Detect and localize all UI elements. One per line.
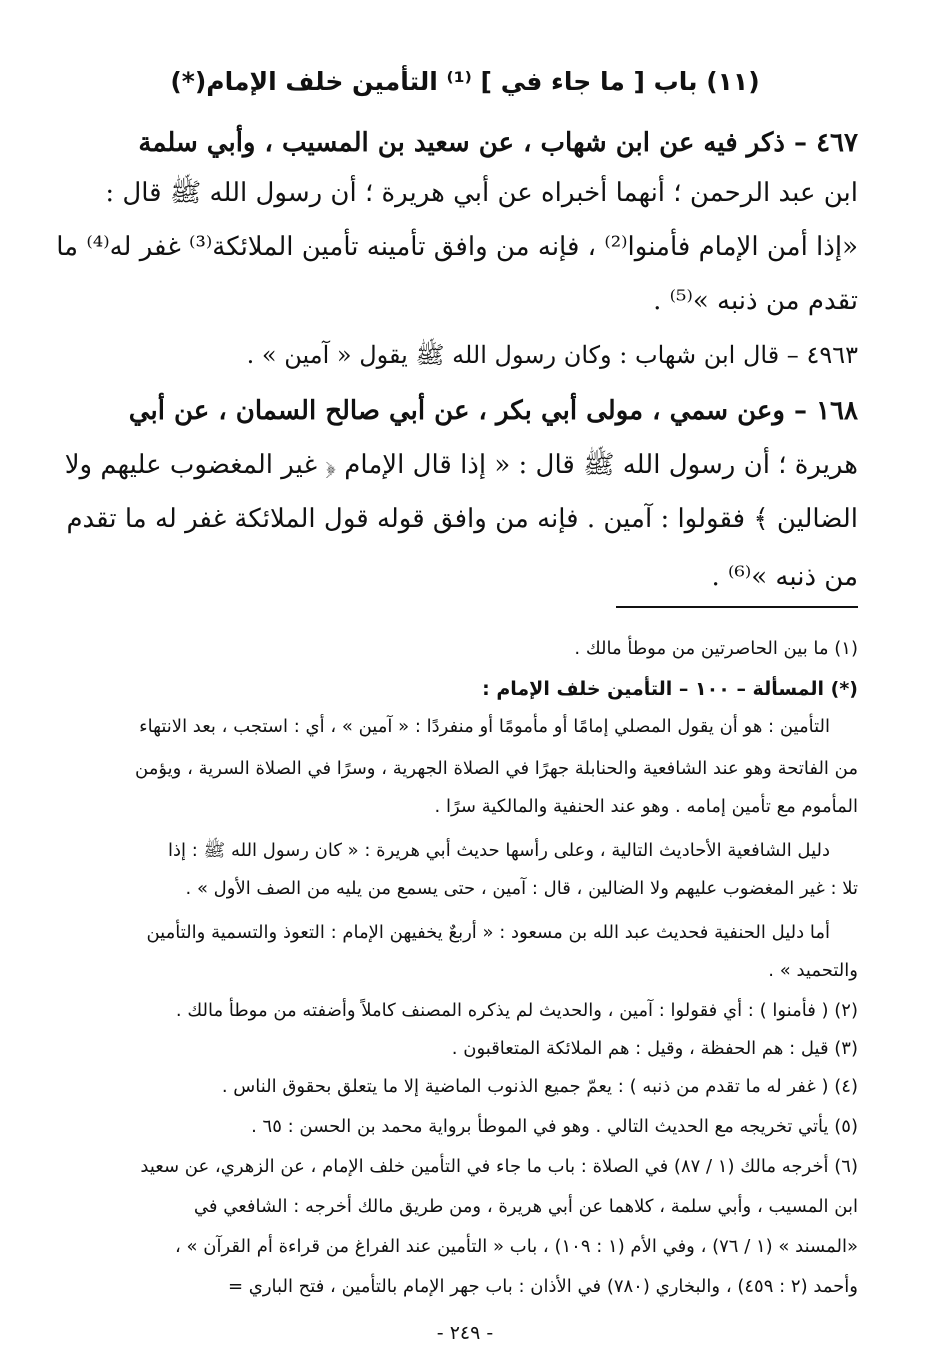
footnote-2: (٢) ( فأمنوا ) : أي فقولوا : آمين ، والحديث لم يذكره المصنف كاملاً وأضفته من موطأ مالك . [175,1000,858,1021]
hadith-4963-line: ٤٩٦٣ – قال ابن شهاب : وكان رسول الله ﷺ يقول « آمين » . [246,341,858,369]
footnote-line: ابن المسيب ، وأبي سلمة ، كلاهما عن أبي هريرة ، ومن طريق مالك أخرجه : الشافعي في [193,1196,858,1217]
footnote-4: (٤) ( غفر له ما تقدم من ذنبه ) : يعمّ جميع الذنوب الماضية إلا ما يتعلق بحقوق الناس . [221,1076,858,1097]
footnote-line: التأمين : هو أن يقول المصلي إمامًا أو مأمومًا أو منفردًا : « آمين » ، أي : استجب ، بعد الانتهاء [139,716,830,737]
hadith-168-line: ١٦٨ – وعن سمي ، مولى أبي بكر ، عن أبي صالح السمان ، عن أبي [128,396,858,426]
footnote-6: (٦) أخرجه مالك (١ / ٨٧) في الصلاة : باب ما جاء في التأمين خلف الإمام ، عن الزهري، عن سعيد [140,1156,858,1177]
footnote-line: أما دليل الحنفية فحديث عبد الله بن مسعود : « أربعٌ يخفيهن الإمام : التعوذ والتسمية والتأمين [146,922,830,943]
main-text-line: ابن عبد الرحمن ؛ أنهما أخبراه عن أبي هريرة ؛ أن رسول الله ﷺ قال : [105,178,858,208]
footnote-line: من الفاتحة وهو عند الشافعية والحنابلة جهرًا في الصلاة الجهرية ، وسرًا في الصلاة السرية ، ويؤمن [135,758,858,779]
footnote-separator [616,606,858,608]
footnote-3: (٣) قيل : هم الحفظة ، وقيل : هم الملائكة المتعاقبون . [451,1038,858,1059]
footnote-line: تلا : غير المغضوب عليهم ولا الضالين ، قال : آمين ، حتى يسمع من يليه من الصف الأول » . [185,878,858,899]
hadith-467-line: ٤٦٧ – ذكر فيه عن ابن شهاب ، عن سعيد بن المسيب ، وأبي سلمة [138,128,858,158]
footnote-line: المأموم مع تأمين إمامه . وهو عند الحنفية والمالكية سرًا . [434,796,858,817]
main-text-line: من ذنبه »⁽⁶⁾ . [711,562,858,592]
main-text-line: الضالين ﴾ فقولوا : آمين . فإنه من وافق قوله قول الملائكة غفر له ما تقدم [66,504,858,534]
main-text-line: هريرة ؛ أن رسول الله ﷺ قال : « إذا قال الإمام ﴿ غير المغضوب عليهم ولا [64,450,858,480]
footnote-5: (٥) يأتي تخريجه مع الحديث التالي . وهو في الموطأ برواية محمد بن الحسن : ٦٥ . [251,1116,858,1137]
footnote-issue-heading: (*) المسألة – ١٠٠ – التأمين خلف الإمام : [482,678,858,700]
main-text-line: تقدم من ذنبه »⁽⁵⁾ . [653,286,858,316]
footnote-line: دليل الشافعية الأحاديث التالية ، وعلى رأسها حديث أبي هريرة : « كان رسول الله ﷺ : إذا [167,840,830,861]
main-text-line: «إذا أمن الإمام فأمنوا⁽²⁾ ، فإنه من وافق تأمينه تأمين الملائكة⁽³⁾ غفر له⁽⁴⁾ ما [56,232,858,262]
chapter-heading: (١١) باب [ ما جاء في ] ⁽¹⁾ التأمين خلف الإمام(*) [170,67,760,96]
footnote-line: والتحميد » . [768,960,858,981]
page-number: - ٢٤٩ - [436,1322,494,1344]
footnote-line: «المسند » (١ / ٧٦) ، وفي الأم (١ : ١٠٩) ، باب « التأمين عند الفراغ من قراءة أم القرآن » ، [174,1236,858,1257]
footnote-1: (١) ما بين الحاصرتين من موطأ مالك . [574,638,858,659]
footnote-line: وأحمد (٢ : ٤٥٩) ، والبخاري (٧٨٠) في الأذان : باب جهر الإمام بالتأمين ، فتح الباري = [227,1276,858,1297]
